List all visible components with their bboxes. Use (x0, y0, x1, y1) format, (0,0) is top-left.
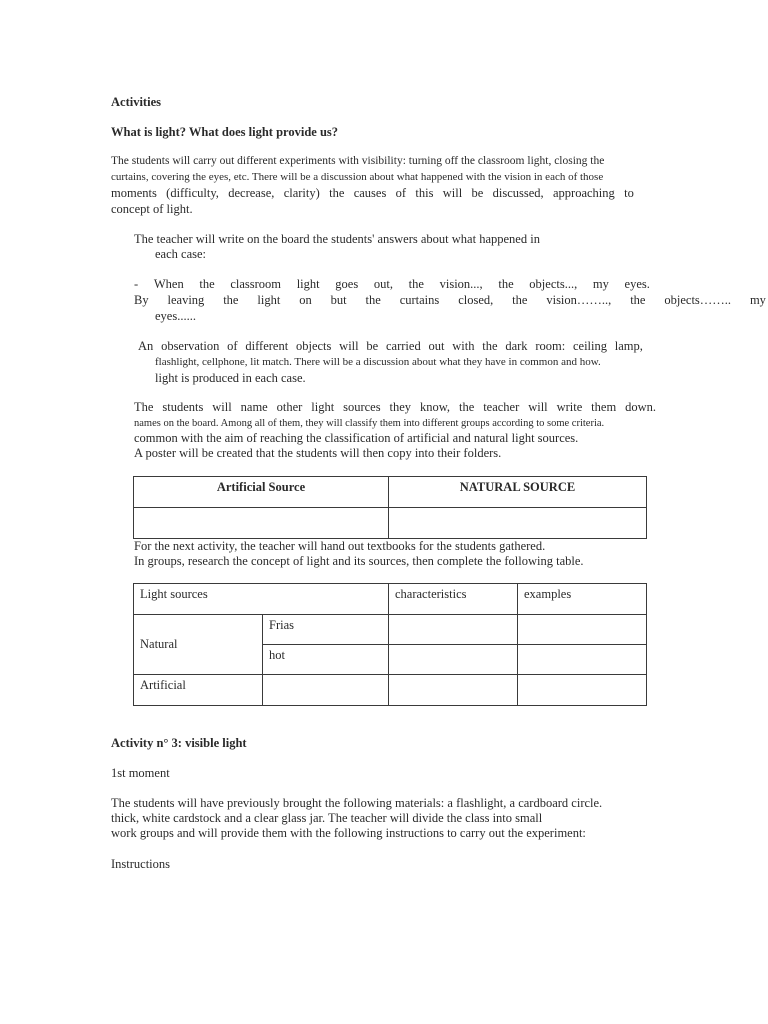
instructions-label: Instructions (111, 857, 171, 871)
word: clarity) (283, 186, 320, 200)
word: the (458, 400, 475, 414)
sources-line-4: A poster will be created that the students will then copy into their folders. (134, 446, 502, 460)
activities-heading: Activities (111, 95, 161, 109)
cell-hot-examples (518, 645, 647, 675)
cell-artificial-characteristics (389, 675, 518, 706)
word: of (395, 186, 407, 200)
bullet-2-line-1 (134, 339, 643, 354)
header-characteristics: characteristics (389, 584, 518, 615)
word: light (296, 277, 320, 291)
word: will (212, 400, 232, 414)
question-title: What is light? What does light provide us? (111, 125, 339, 139)
word: vision…….., (546, 293, 612, 307)
word: ceiling (572, 339, 607, 353)
materials-line-3: work groups and will provide them with the following instructions to carry out the experiment: (111, 826, 586, 840)
word: The (134, 400, 154, 414)
word: on (299, 293, 312, 307)
sources-line-2: names on the board. Among all of them, they will classify them into different groups according to some criteria. (134, 418, 605, 429)
word: dark (505, 339, 528, 353)
word: objects..., (529, 277, 578, 291)
bullet-1-line-2: each case: (155, 247, 207, 261)
case-line-3: eyes...... (155, 309, 196, 323)
word: By (134, 293, 149, 307)
word: will (442, 186, 463, 200)
word: (difficulty, (166, 186, 219, 200)
next-activity-line-1: For the next activity, the teacher will hand out textbooks for the students gathered. (134, 539, 546, 553)
word: teacher (483, 400, 520, 414)
word: the (512, 293, 528, 307)
word: discussed, (492, 186, 544, 200)
bullet-1-text: The teacher will write on the board the students' answers about what happened in (134, 232, 540, 246)
bullet-1-line-1 (134, 232, 540, 248)
materials-line-1: The students will have previously brought the following materials: a flashlight, a cardboard circle. (111, 796, 603, 810)
word: name (240, 400, 268, 414)
intro-line-4: concept of light. (111, 202, 193, 216)
cell-artificial-examples (518, 675, 647, 706)
word: An (138, 339, 154, 353)
sources-table (133, 583, 647, 706)
word: out (428, 339, 445, 353)
header-light-sources: Light sources (134, 584, 389, 615)
word: When (153, 277, 184, 291)
word: light (257, 293, 281, 307)
word: be (471, 186, 484, 200)
word: classroom (230, 277, 282, 291)
word: the (482, 339, 498, 353)
word: room: (535, 339, 566, 353)
materials-line-2: thick, white cardstock and a clear glass jar. The teacher will divide the class into small (111, 811, 543, 825)
word: eyes. (624, 277, 650, 291)
word: decrease, (228, 186, 275, 200)
sources-line-3: common with the aim of reaching the classification of artificial and natural light sources. (134, 431, 579, 445)
word: moments (111, 186, 157, 200)
word: lamp, (614, 339, 643, 353)
word: but (330, 293, 347, 307)
word: my (749, 293, 766, 307)
word: the (498, 277, 514, 291)
word: of (227, 339, 238, 353)
word: light (311, 400, 335, 414)
header-examples: examples (518, 584, 647, 615)
intro-line-1: The students will carry out different experiments with visibility: turning off the classroom light, closing the (111, 155, 605, 167)
word: students (162, 400, 204, 414)
intro-line-3 (111, 186, 634, 201)
word: the (365, 293, 381, 307)
word: approaching (553, 186, 615, 200)
word: this (415, 186, 434, 200)
word: carried (386, 339, 421, 353)
row-artificial: Artificial (134, 675, 263, 706)
poster-header-artificial: Artificial Source (134, 477, 389, 508)
word: different (245, 339, 289, 353)
cell-artificial-sub (263, 675, 389, 706)
poster-cell-natural (389, 508, 647, 539)
bullet-2-line-3: light is produced in each case. (155, 371, 306, 385)
word: out, (373, 277, 393, 291)
cell-cold-examples (518, 615, 647, 645)
moment-label: 1st moment (111, 766, 170, 780)
word: vision..., (439, 277, 483, 291)
word: - (134, 277, 139, 291)
word: be (366, 339, 379, 353)
word: causes (353, 186, 387, 200)
word: they (389, 400, 412, 414)
bullet-2-line-2: flashlight, cellphone, lit match. There will be a discussion about what they have in common and how. (155, 356, 601, 368)
poster-table (133, 476, 647, 539)
activity-3-title: Activity n° 3: visible light (111, 736, 247, 750)
word: closed, (458, 293, 494, 307)
word: write (556, 400, 583, 414)
sub-hot: hot (263, 645, 389, 675)
word: other (276, 400, 303, 414)
word: will (528, 400, 548, 414)
word: the (630, 293, 646, 307)
word: to (624, 186, 634, 200)
sources-line-1 (134, 400, 656, 415)
word: observation (161, 339, 220, 353)
case-line-1 (134, 277, 650, 292)
word: the (199, 277, 215, 291)
case-line-2 (134, 293, 766, 308)
word: goes (335, 277, 359, 291)
word: the (408, 277, 424, 291)
word: will (339, 339, 359, 353)
word: the (223, 293, 239, 307)
word: them (591, 400, 617, 414)
sub-cold: Frias (263, 615, 389, 645)
word: objects…….. (664, 293, 732, 307)
row-natural: Natural (134, 615, 263, 675)
word: objects (295, 339, 332, 353)
word: my (592, 277, 609, 291)
cell-cold-characteristics (389, 615, 518, 645)
intro-line-2: curtains, covering the eyes, etc. There will be a discussion about what happened with the vision in each of those (111, 171, 604, 183)
cell-hot-characteristics (389, 645, 518, 675)
word: curtains (399, 293, 440, 307)
next-activity-line-2: In groups, research the concept of light and its sources, then complete the following table. (134, 554, 584, 568)
poster-header-natural: NATURAL SOURCE (389, 477, 647, 508)
word: down. (625, 400, 656, 414)
word: leaving (167, 293, 205, 307)
word: with (452, 339, 475, 353)
poster-cell-artificial (134, 508, 389, 539)
bullet-2-text (138, 339, 643, 354)
word: know, (419, 400, 451, 414)
word: the (329, 186, 345, 200)
word: sources (343, 400, 381, 414)
